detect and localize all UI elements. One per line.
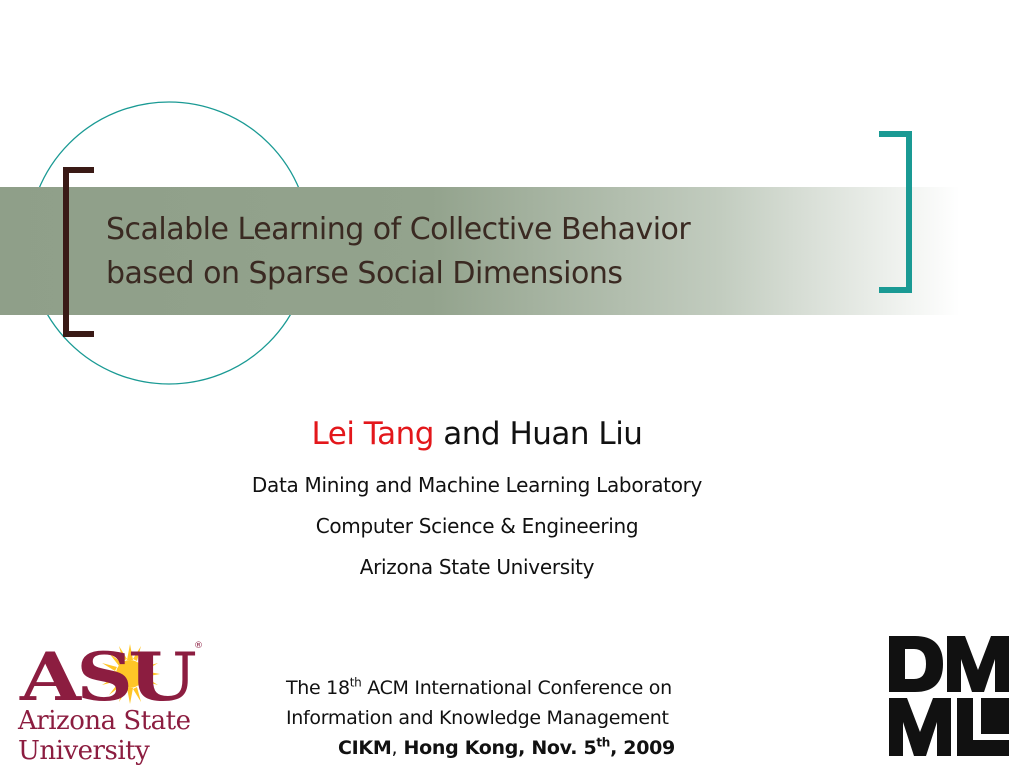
slide-title: [106, 208, 806, 296]
asu-sunburst-logo-icon: [18, 636, 213, 706]
dmml-logo: [885, 632, 1015, 760]
dmml-logo-icon: [885, 632, 1015, 760]
affiliation-lab: Data Mining and Machine Learning Laboratory: [251, 473, 703, 497]
conference-line-2: Information and Knowledge Management: [286, 707, 669, 729]
asu-wordmark-line-2: University: [18, 736, 150, 766]
asu-letters: ASU: [18, 638, 197, 706]
co-authors: and Huan Liu: [433, 416, 643, 452]
left-bracket-icon: [66, 170, 94, 334]
conference-info: [286, 673, 746, 763]
asu-logo: [18, 636, 213, 766]
conference-line-1: The 18th ACM International Conference on: [286, 675, 672, 699]
affiliation-university: Arizona State University: [359, 555, 595, 579]
title-line-1: Scalable Learning of Collective Behavior: [106, 212, 691, 247]
svg-text:®: ®: [194, 641, 203, 651]
affiliation-department: Computer Science & Engineering: [315, 514, 639, 538]
asu-wordmark-line-1: Arizona State: [18, 706, 191, 736]
asu-wordmark: [18, 706, 213, 766]
lead-author: Lei Tang: [311, 416, 434, 452]
right-bracket-icon: [879, 134, 909, 290]
authors: [0, 414, 954, 454]
title-line-2: based on Sparse Social Dimensions: [106, 256, 623, 291]
conference-line-3: CIKM, Hong Kong, Nov. 5th, 2009: [338, 735, 675, 759]
